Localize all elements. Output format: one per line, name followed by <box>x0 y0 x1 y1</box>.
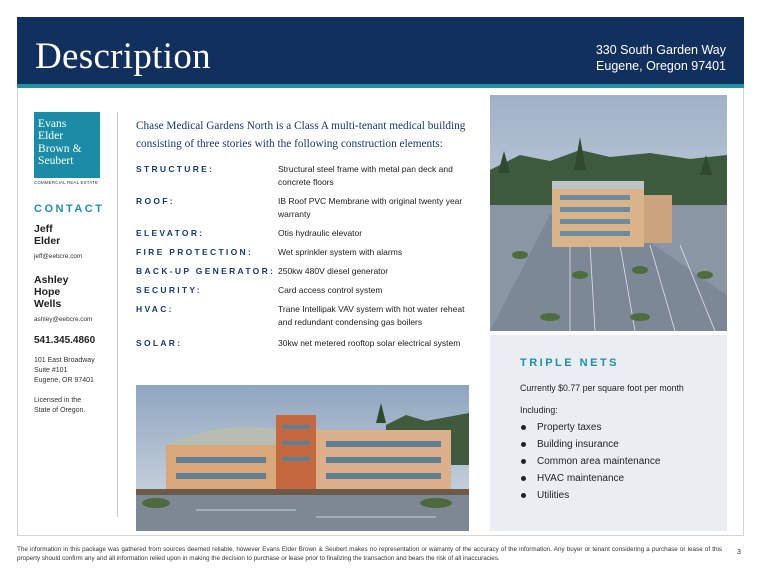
contact-middle-name: Hope <box>34 286 61 298</box>
contact-name <box>34 223 110 247</box>
page-number: 3 <box>737 549 741 556</box>
spec-label: ELEVATOR: <box>136 228 205 238</box>
logo-text: Seubert <box>38 154 74 168</box>
building-exterior-photo <box>136 385 469 531</box>
contact-heading: CONTACT <box>34 203 105 215</box>
contact-email[interactable]: ashley@eebcre.com <box>34 316 93 323</box>
spec-value: Trane Intellipak VAV system with hot water reheat and redundant condensing gas boilers <box>278 304 465 327</box>
spec-value: Structural steel frame with metal pan deck and concrete floors <box>278 164 453 187</box>
company-logo <box>34 112 100 178</box>
contact-name <box>34 274 110 310</box>
triple-nets-rate: Currently $0.77 per square foot per month <box>520 383 684 393</box>
address-line-1: 330 South Garden Way <box>595 43 726 57</box>
logo-text: Evans <box>38 117 67 130</box>
logo-text: Elder <box>38 129 64 143</box>
office-address-line: Suite #101 <box>34 367 68 374</box>
list-item: HVAC maintenance <box>520 470 727 487</box>
office-address-line: 101 East Broadway <box>34 357 95 364</box>
spec-value: 250kw 480V diesel generator <box>278 266 389 276</box>
triple-nets-heading: TRIPLE NETS <box>520 357 620 369</box>
aerial-building-photo <box>490 95 727 331</box>
sidebar-divider <box>117 112 118 517</box>
list-item: Common area maintenance <box>520 453 727 470</box>
spec-label: SOLAR: <box>136 338 183 348</box>
license-line: State of Oregon. <box>34 407 86 414</box>
list-item: Utilities <box>520 487 727 504</box>
contact-first-name: Jeff <box>34 223 53 235</box>
spec-value: Wet sprinkler system with alarms <box>278 247 403 257</box>
contact-first-name: Ashley <box>34 274 69 286</box>
spec-label: STRUCTURE: <box>136 164 215 174</box>
spec-label: BACK-UP GENERATOR: <box>136 266 276 276</box>
triple-nets-panel <box>490 335 727 531</box>
spec-label: HVAC: <box>136 304 174 314</box>
office-address <box>34 356 110 386</box>
spec-value: 30kw net metered rooftop solar electrical system <box>278 338 461 348</box>
spec-label: ROOF: <box>136 196 175 206</box>
triple-nets-list <box>520 419 727 504</box>
contact-sidebar <box>34 112 110 416</box>
disclaimer-footer: The information in this package was gathered from sources deemed reliable, however Evans Elder Brown & Seubert makes no representation or warranty of the accuracy of the information. Any buyer or tenant considering a purchase or lease of this property should confirm any and all information relied upon in making the decision to purchase or lease prior to finalizing the transaction and bears the risk of all inaccuracies. <box>17 546 722 562</box>
logo-subtitle: COMMERCIAL REAL ESTATE <box>34 180 99 185</box>
page-title: Description <box>35 36 211 77</box>
office-address-line: Eugene, OR 97401 <box>34 377 94 384</box>
list-item: Property taxes <box>520 419 727 436</box>
contact-last-name: Wells <box>34 298 62 310</box>
spec-value: Card access control system <box>278 285 383 295</box>
header-banner <box>17 17 744 88</box>
property-address <box>596 42 726 74</box>
contact-email[interactable]: jeff@eebcre.com <box>34 253 83 260</box>
spec-value: IB Roof PVC Membrane with original twenty year warranty <box>278 196 463 219</box>
triple-nets-including: Including: <box>520 405 558 415</box>
address-line-2: Eugene, Oregon 97401 <box>596 59 726 73</box>
spec-value: Otis hydraulic elevator <box>278 228 363 238</box>
license-line: Licensed in the <box>34 397 82 404</box>
contact-last-name: Elder <box>34 235 61 247</box>
intro-paragraph: Chase Medical Gardens North is a Class A multi-tenant medical building consisting of three stories with the following construction elements: <box>136 120 466 150</box>
spec-label: FIRE PROTECTION: <box>136 247 254 257</box>
phone-number[interactable]: 541.345.4860 <box>34 335 96 346</box>
list-item: Building insurance <box>520 436 727 453</box>
logo-text: Brown & <box>38 141 82 155</box>
license-note <box>34 396 110 416</box>
spec-label: SECURITY: <box>136 285 202 295</box>
